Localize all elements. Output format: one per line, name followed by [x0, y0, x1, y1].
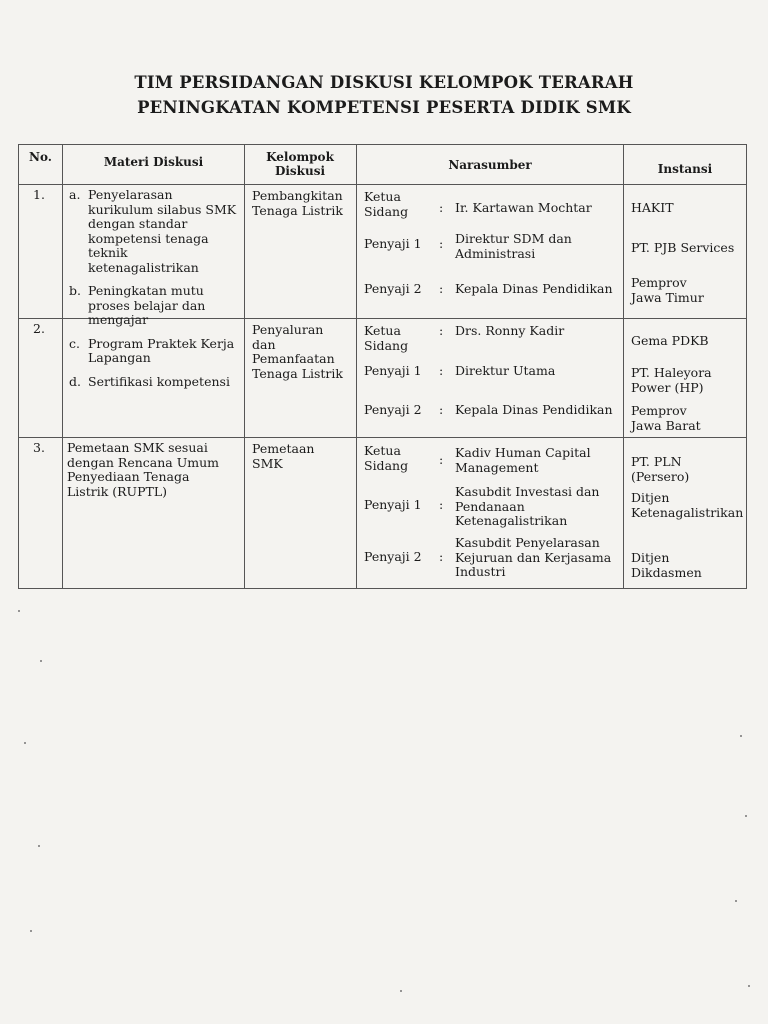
narasumber-column-rule	[623, 144, 624, 588]
speaker-name: Direktur Utama	[455, 363, 556, 378]
list-item-letter: d.	[69, 373, 81, 389]
role-label: Penyaji 1	[364, 236, 422, 251]
colon: :	[439, 236, 444, 251]
instansi-name: HAKIT	[631, 200, 674, 215]
instansi-name: Ditjen Dikdasmen	[631, 550, 702, 580]
kelompok-group-2: Penyaluran dan Pemanfaatan Tenaga Listrik	[252, 322, 343, 381]
speaker-name: Kasubdit Investasi dan Pendanaan Ketenagalistrikan	[455, 484, 600, 528]
materi-group-3: Pemetaan SMK sesuai dengan Rencana Umum Penyediaan Tenaga Listrik (RUPTL)	[67, 440, 220, 499]
role-label: Penyaji 2	[364, 549, 422, 564]
header-bottom-rule	[19, 184, 746, 185]
title-line-2: PENINGKATAN KOMPETENSI PESERTA DIDIK SMK	[137, 98, 631, 117]
role-label: Ketua Sidang	[364, 189, 409, 219]
role-label: Ketua Sidang	[364, 443, 409, 473]
colon: :	[439, 497, 444, 512]
scan-speck	[40, 660, 42, 662]
row-number-1: 1.	[33, 187, 45, 202]
scan-speck	[30, 930, 32, 932]
header-no: No.	[29, 150, 52, 164]
colon: :	[439, 323, 444, 338]
list-item	[69, 284, 239, 328]
discussion-table	[18, 144, 747, 589]
scan-speck	[745, 815, 747, 817]
list-item-text: Sertifikasi kompetensi	[88, 373, 230, 389]
colon: :	[439, 200, 444, 215]
scan-speck	[18, 610, 20, 612]
instansi-name: Pemprov Jawa Barat	[631, 403, 701, 433]
colon: :	[439, 363, 444, 378]
list-item	[69, 337, 239, 366]
title-line-1: TIM PERSIDANGAN DISKUSI KELOMPOK TERARAH	[134, 73, 634, 92]
role-label: Penyaji 2	[364, 402, 422, 417]
role-label: Penyaji 1	[364, 363, 422, 378]
materi-list	[69, 188, 239, 398]
header-top-rule	[19, 144, 746, 145]
colon: :	[439, 549, 444, 564]
list-item-letter: c.	[69, 335, 80, 351]
list-item	[69, 188, 239, 275]
list-item-text: Penyelarasan kurikulum silabus SMK dengan standar kompetensi tenaga teknik ketenagalistrikan	[88, 187, 237, 275]
row-number-3: 3.	[33, 440, 45, 455]
group-2-bottom-rule	[19, 437, 746, 438]
speaker-name: Direktur SDM dan Administrasi	[455, 231, 572, 261]
header-narasumber: Narasumber	[448, 158, 532, 172]
speaker-name: Kasubdit Penyelarasan Kejuruan dan Kerjasama Industri	[455, 535, 612, 579]
list-item-letter: a.	[69, 187, 81, 202]
scan-speck	[748, 985, 750, 987]
list-item-letter: b.	[69, 283, 81, 298]
instansi-name: PT. PLN (Persero)	[631, 454, 690, 484]
colon: :	[439, 452, 444, 467]
speaker-name: Kepala Dinas Pendidikan	[455, 402, 613, 417]
instansi-name: Gema PDKB	[631, 333, 709, 348]
instansi-name: Ditjen Ketenagalistrikan	[631, 490, 744, 520]
document-title	[0, 70, 768, 120]
header-kelompok: Kelompok Diskusi	[266, 150, 334, 178]
scan-speck	[735, 900, 737, 902]
role-label: Penyaji 1	[364, 497, 422, 512]
kelompok-group-3: Pemetaan SMK	[252, 441, 315, 471]
instansi-name: Pemprov Jawa Timur	[631, 275, 704, 305]
colon: :	[439, 402, 444, 417]
instansi-name: PT. PJB Services	[631, 240, 735, 255]
speaker-name: Ir. Kartawan Mochtar	[455, 200, 592, 215]
instansi-name: PT. Haleyora Power (HP)	[631, 365, 712, 395]
header-instansi: Instansi	[657, 162, 713, 176]
speaker-name: Kepala Dinas Pendidikan	[455, 281, 613, 296]
scan-speck	[38, 845, 40, 847]
role-label: Penyaji 2	[364, 281, 422, 296]
speaker-name: Kadiv Human Capital Management	[455, 445, 591, 475]
row-number-2: 2.	[33, 321, 45, 336]
materi-column-rule	[244, 144, 245, 588]
role-label: Ketua Sidang	[364, 323, 409, 353]
header-materi: Materi Diskusi	[103, 155, 204, 169]
scan-speck	[24, 742, 26, 744]
colon: :	[439, 281, 444, 296]
kelompok-group-1: Pembangkitan Tenaga Listrik	[252, 188, 343, 218]
scan-speck	[400, 990, 402, 992]
scan-speck	[740, 735, 742, 737]
speaker-name: Drs. Ronny Kadir	[455, 323, 565, 338]
list-item	[69, 375, 239, 390]
list-item-text: Peningkatan mutu proses belajar dan mengajar	[88, 283, 206, 327]
kelompok-column-rule	[356, 144, 357, 588]
list-item-text: Program Praktek Kerja Lapangan	[88, 335, 235, 365]
no-column-rule	[62, 144, 63, 588]
